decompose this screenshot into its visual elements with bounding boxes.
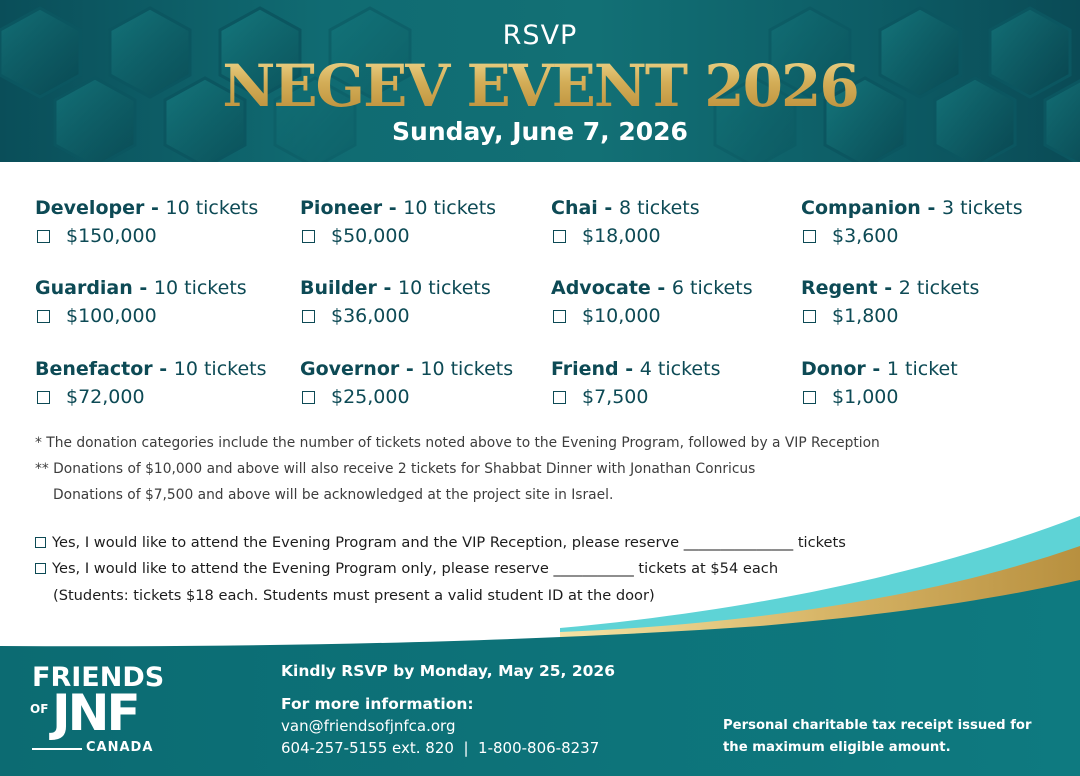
contact-phone: 604-257-5155 ext. 820 | 1-800-806-8237 [281,739,600,757]
tier-checkbox[interactable] [553,230,566,243]
tier-checkbox[interactable] [553,391,566,404]
rsvp-label: RSVP [502,20,578,51]
tier-name: Regent [801,277,878,299]
tier-title [801,277,979,299]
tier-name: Governor [300,358,400,380]
tier-separator: - [618,358,640,380]
tier-title [551,358,720,380]
tier-tickets: 10 tickets [403,197,497,219]
tier-tickets: 10 tickets [153,277,247,299]
tier-tickets: 3 tickets [941,197,1023,219]
tier-tickets: 10 tickets [165,197,259,219]
tier-checkbox[interactable] [302,230,315,243]
logo-rule [32,748,82,750]
tier-checkbox[interactable] [37,391,50,404]
tier-price-row[interactable] [300,225,496,247]
event-date: Sunday, June 7, 2026 [392,117,688,146]
option-evening-only-label: Yes, I would like to attend the Evening Program only, please reserve ___________ tickets at $54 each [52,560,779,577]
tier-name: Pioneer [300,197,383,219]
tier-separator: - [920,197,942,219]
tax-receipt-line-2: the maximum eligible amount. [723,740,951,755]
option-evening-vip-label: Yes, I would like to attend the Evening Program and the VIP Reception, please reserve _______________ tickets [52,534,846,551]
tier-price: $50,000 [331,225,410,247]
tier-pioneer[interactable] [300,197,496,247]
tier-title [35,197,258,219]
tier-price-row[interactable] [801,225,1023,247]
tier-price-row[interactable] [35,225,258,247]
tier-title [551,197,700,219]
tax-receipt-line-1: Personal charitable tax receipt issued for [723,718,1032,733]
tier-separator: - [597,197,619,219]
tier-checkbox[interactable] [37,310,50,323]
tier-advocate[interactable] [551,277,753,327]
tier-separator: - [132,277,154,299]
tier-title [801,358,958,380]
tier-title [551,277,753,299]
tier-price-row[interactable] [300,305,491,327]
tier-separator: - [376,277,399,299]
tier-builder[interactable] [300,277,491,327]
tier-developer[interactable] [35,197,258,247]
tier-guardian[interactable] [35,277,247,327]
tier-name: Friend [551,358,619,380]
tier-name: Benefactor [35,358,153,380]
note-shabbat-dinner: ** Donations of $10,000 and above will also receive 2 tickets for Shabbat Dinner with Jonathan Conricus [35,461,756,477]
tier-chai[interactable] [551,197,700,247]
rsvp-deadline: Kindly RSVP by Monday, May 25, 2026 [281,662,615,680]
tier-benefactor[interactable] [35,358,267,408]
logo-of: OF [30,702,49,716]
tier-friend[interactable] [551,358,720,408]
tier-title [300,358,513,380]
tier-checkbox[interactable] [803,230,816,243]
tier-price: $7,500 [582,386,649,408]
tier-separator: - [144,197,166,219]
contact-email[interactable]: van@friendsofjnfca.org [281,717,456,735]
tier-name: Advocate [551,277,651,299]
tier-tickets: 1 ticket [886,358,958,380]
header-banner [0,0,1080,162]
note-project-site: Donations of $7,500 and above will be acknowledged at the project site in Israel. [53,487,614,503]
tier-name: Companion [801,197,921,219]
tier-separator: - [865,358,887,380]
tier-checkbox[interactable] [553,310,566,323]
tier-title [35,358,267,380]
tier-price-row[interactable] [35,305,247,327]
tier-price: $10,000 [582,305,661,327]
tier-price: $25,000 [331,386,410,408]
tier-checkbox[interactable] [803,391,816,404]
tier-governor[interactable] [300,358,513,408]
tier-price-row[interactable] [551,225,700,247]
tier-title [300,197,496,219]
friends-of-jnf-logo [30,662,165,760]
tier-tickets: 4 tickets [639,358,721,380]
tier-checkbox[interactable] [803,310,816,323]
tier-price-row[interactable] [801,305,979,327]
tier-tickets: 10 tickets [173,358,267,380]
tier-price: $1,000 [832,386,899,408]
tier-tickets: 2 tickets [898,277,980,299]
tier-price-row[interactable] [551,386,720,408]
tier-name: Donor [801,358,866,380]
tier-title [35,277,247,299]
tier-checkbox[interactable] [302,310,315,323]
tier-tickets: 10 tickets [398,277,491,299]
tier-separator: - [382,197,404,219]
tier-price: $150,000 [66,225,157,247]
tier-price-row[interactable] [300,386,513,408]
tier-price-row[interactable] [801,386,958,408]
tier-name: Builder [300,277,377,299]
tier-title [801,197,1023,219]
tier-price: $1,800 [832,305,899,327]
tier-tickets: 6 tickets [671,277,753,299]
students-note: (Students: tickets $18 each. Students must present a valid student ID at the door) [53,587,655,604]
event-title: NEGEV EVENT 2026 [0,52,1080,120]
tier-regent[interactable] [801,277,979,327]
tier-name: Developer [35,197,145,219]
tier-tickets: 10 tickets [420,358,514,380]
tier-price-row[interactable] [35,386,267,408]
note-donation-categories: * The donation categories include the number of tickets noted above to the Evening Program, followed by a VIP Reception [35,435,880,451]
tier-separator: - [650,277,672,299]
tier-price: $18,000 [582,225,661,247]
logo-jnf: JNF [52,684,138,742]
tier-checkbox[interactable] [302,391,315,404]
tier-price: $72,000 [66,386,145,408]
tier-name: Guardian [35,277,133,299]
tier-price: $3,600 [832,225,899,247]
tier-donor[interactable] [801,358,958,408]
tier-separator: - [152,358,174,380]
tier-separator: - [877,277,899,299]
tier-price: $36,000 [331,305,410,327]
tier-companion[interactable] [801,197,1023,247]
tier-name: Chai [551,197,598,219]
logo-canada: CANADA [86,740,154,755]
tier-separator: - [399,358,421,380]
tier-price: $100,000 [66,305,157,327]
tier-price-row[interactable] [551,305,753,327]
tier-checkbox[interactable] [37,230,50,243]
logo-friends: FRIENDS [32,662,165,693]
tier-tickets: 8 tickets [618,197,700,219]
tier-title [300,277,491,299]
info-heading: For more information: [281,695,474,713]
